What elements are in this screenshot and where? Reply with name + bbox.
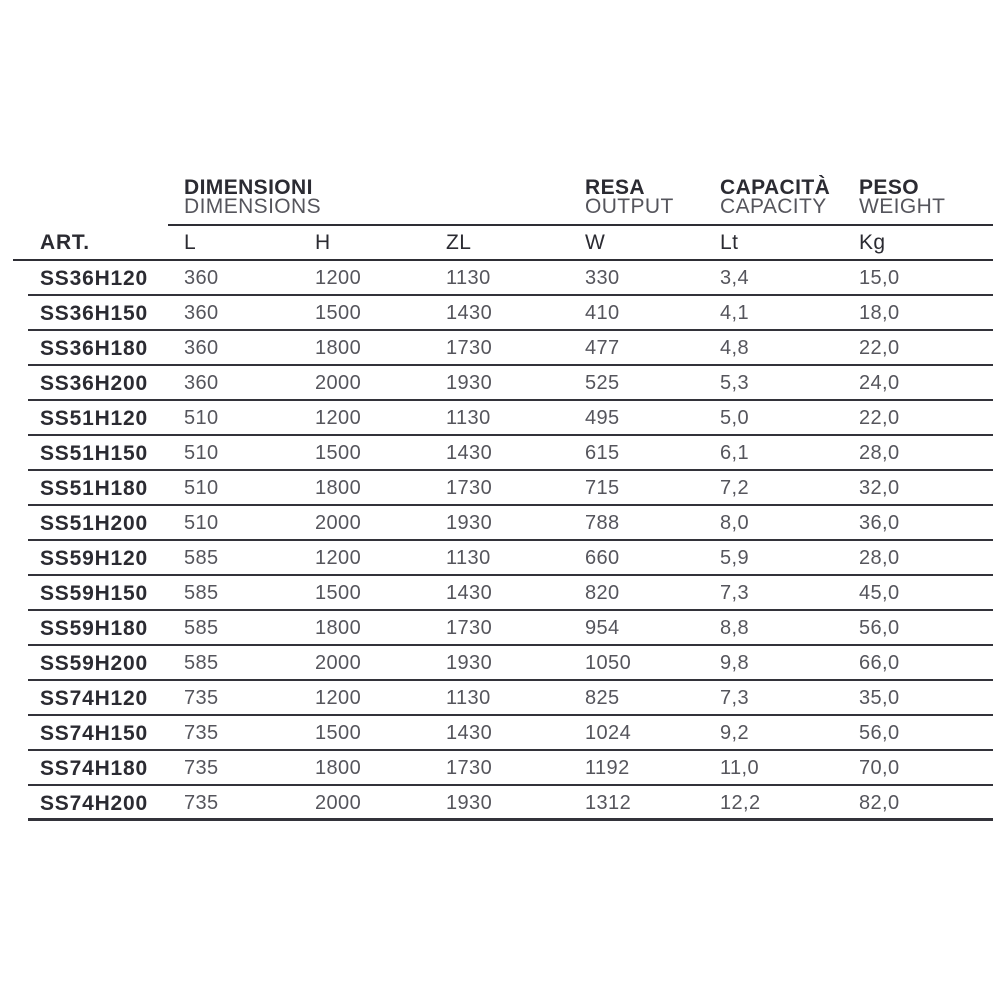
w-value-cell: 330	[585, 267, 620, 289]
kg-value-cell: 18,0	[859, 302, 900, 324]
l-value-cell: 585	[184, 582, 219, 604]
zl-value-cell: 1730	[446, 337, 493, 359]
group-subtitle-dimensions: DIMENSIONS	[184, 194, 322, 218]
h-value-cell: 1500	[315, 582, 362, 604]
kg-value-cell: 22,0	[859, 337, 900, 359]
h-value-cell: 2000	[315, 372, 362, 394]
table-row	[13, 366, 993, 401]
column-group-weight	[859, 176, 946, 218]
article-code-cell: SS36H200	[40, 371, 148, 395]
l-value-cell: 510	[184, 442, 219, 464]
l-value-cell: 735	[184, 722, 219, 744]
lt-value-cell: 7,2	[720, 477, 750, 499]
table-row	[13, 471, 993, 506]
w-value-cell: 825	[585, 687, 620, 709]
l-value-cell: 360	[184, 302, 219, 324]
w-value-cell: 954	[585, 617, 620, 639]
lt-value-cell: 9,2	[720, 722, 750, 744]
article-code-cell: SS74H180	[40, 756, 148, 780]
l-value-cell: 360	[184, 372, 219, 394]
w-value-cell: 1192	[585, 757, 630, 779]
lt-value-cell: 8,8	[720, 617, 750, 639]
w-value-cell: 788	[585, 512, 620, 534]
unit-header-l: L	[184, 230, 197, 254]
h-value-cell: 2000	[315, 512, 362, 534]
w-value-cell: 1024	[585, 722, 632, 744]
lt-value-cell: 9,8	[720, 652, 750, 674]
table-body	[13, 261, 993, 821]
table-row	[13, 716, 993, 751]
zl-value-cell: 1430	[446, 302, 493, 324]
w-value-cell: 820	[585, 582, 620, 604]
l-value-cell: 735	[184, 687, 219, 709]
unit-header-kg: Kg	[859, 230, 886, 254]
unit-header-w: W	[585, 230, 606, 254]
lt-value-cell: 7,3	[720, 582, 750, 604]
table-row	[13, 436, 993, 471]
kg-value-cell: 32,0	[859, 477, 900, 499]
group-header-underline	[168, 224, 993, 226]
h-value-cell: 1200	[315, 407, 362, 429]
zl-value-cell: 1130	[446, 407, 491, 429]
article-code-cell: SS36H120	[40, 266, 148, 290]
zl-value-cell: 1730	[446, 617, 493, 639]
kg-value-cell: 24,0	[859, 372, 900, 394]
group-subtitle-output: OUTPUT	[585, 194, 674, 218]
table-row	[13, 296, 993, 331]
l-value-cell: 585	[184, 617, 219, 639]
l-value-cell: 360	[184, 267, 219, 289]
column-group-output	[585, 176, 674, 218]
table-row	[13, 611, 993, 646]
table-row	[13, 786, 993, 821]
art-column-header: ART.	[40, 230, 90, 254]
article-code-cell: SS51H180	[40, 476, 148, 500]
l-value-cell: 735	[184, 757, 219, 779]
h-value-cell: 2000	[315, 652, 362, 674]
table-row	[13, 401, 993, 436]
w-value-cell: 1312	[585, 792, 632, 814]
kg-value-cell: 22,0	[859, 407, 900, 429]
h-value-cell: 1200	[315, 687, 362, 709]
group-subtitle-capacity: CAPACITY	[720, 194, 827, 218]
lt-value-cell: 5,0	[720, 407, 750, 429]
kg-value-cell: 15,0	[859, 267, 900, 289]
w-value-cell: 477	[585, 337, 620, 359]
l-value-cell: 360	[184, 337, 219, 359]
table-row	[13, 331, 993, 366]
h-value-cell: 1800	[315, 477, 362, 499]
zl-value-cell: 1130	[446, 547, 491, 569]
lt-value-cell: 11,0	[720, 757, 760, 779]
kg-value-cell: 35,0	[859, 687, 900, 709]
lt-value-cell: 12,2	[720, 792, 761, 814]
h-value-cell: 1200	[315, 267, 362, 289]
table-row	[13, 681, 993, 716]
w-value-cell: 410	[585, 302, 620, 324]
table-row	[13, 261, 993, 296]
w-value-cell: 715	[585, 477, 620, 499]
group-title-peso: PESO	[859, 176, 919, 199]
kg-value-cell: 28,0	[859, 547, 900, 569]
spec-table	[13, 178, 993, 821]
w-value-cell: 495	[585, 407, 620, 429]
w-value-cell: 615	[585, 442, 620, 464]
w-value-cell: 660	[585, 547, 620, 569]
article-code-cell: SS59H150	[40, 581, 148, 605]
h-value-cell: 1500	[315, 722, 362, 744]
column-group-header-row	[13, 178, 993, 226]
unit-header-h: H	[315, 230, 331, 254]
zl-value-cell: 1130	[446, 687, 491, 709]
zl-value-cell: 1130	[446, 267, 491, 289]
column-group-capacity	[720, 176, 831, 218]
kg-value-cell: 56,0	[859, 617, 900, 639]
h-value-cell: 1500	[315, 302, 362, 324]
h-value-cell: 1200	[315, 547, 362, 569]
article-code-cell: SS59H180	[40, 616, 148, 640]
zl-value-cell: 1730	[446, 477, 493, 499]
table-row	[13, 751, 993, 786]
h-value-cell: 1800	[315, 757, 362, 779]
kg-value-cell: 56,0	[859, 722, 900, 744]
kg-value-cell: 36,0	[859, 512, 900, 534]
h-value-cell: 1500	[315, 442, 362, 464]
lt-value-cell: 8,0	[720, 512, 750, 534]
zl-value-cell: 1930	[446, 512, 493, 534]
unit-header-zl: ZL	[446, 230, 472, 254]
group-title-capacita: CAPACITÀ	[720, 176, 831, 199]
article-code-cell: SS59H200	[40, 651, 148, 675]
lt-value-cell: 4,1	[720, 302, 750, 324]
zl-value-cell: 1930	[446, 372, 493, 394]
article-code-cell: SS51H200	[40, 511, 148, 535]
w-value-cell: 1050	[585, 652, 632, 674]
kg-value-cell: 28,0	[859, 442, 900, 464]
table-row	[13, 541, 993, 576]
article-code-cell: SS51H120	[40, 406, 148, 430]
article-code-cell: SS36H180	[40, 336, 148, 360]
group-title-dimensioni: DIMENSIONI	[184, 176, 313, 199]
h-value-cell: 1800	[315, 617, 362, 639]
zl-value-cell: 1930	[446, 652, 493, 674]
table-row	[13, 646, 993, 681]
l-value-cell: 510	[184, 477, 219, 499]
article-code-cell: SS51H150	[40, 441, 148, 465]
zl-value-cell: 1430	[446, 722, 493, 744]
kg-value-cell: 70,0	[859, 757, 900, 779]
lt-value-cell: 5,9	[720, 547, 750, 569]
l-value-cell: 510	[184, 512, 219, 534]
article-code-cell: SS59H120	[40, 546, 148, 570]
w-value-cell: 525	[585, 372, 620, 394]
kg-value-cell: 45,0	[859, 582, 900, 604]
group-subtitle-weight: WEIGHT	[859, 194, 946, 218]
l-value-cell: 510	[184, 407, 219, 429]
kg-value-cell: 66,0	[859, 652, 900, 674]
units-header-row	[13, 226, 993, 261]
lt-value-cell: 4,8	[720, 337, 750, 359]
kg-value-cell: 82,0	[859, 792, 900, 814]
table-row	[13, 576, 993, 611]
article-code-cell: SS74H150	[40, 721, 148, 745]
l-value-cell: 585	[184, 652, 219, 674]
h-value-cell: 2000	[315, 792, 362, 814]
article-code-cell: SS74H200	[40, 791, 148, 815]
table-row	[13, 506, 993, 541]
article-code-cell: SS74H120	[40, 686, 148, 710]
article-code-cell: SS36H150	[40, 301, 148, 325]
column-group-dimensions	[184, 176, 322, 218]
lt-value-cell: 7,3	[720, 687, 750, 709]
l-value-cell: 735	[184, 792, 219, 814]
lt-value-cell: 3,4	[720, 267, 750, 289]
zl-value-cell: 1430	[446, 582, 493, 604]
zl-value-cell: 1930	[446, 792, 493, 814]
lt-value-cell: 6,1	[720, 442, 750, 464]
h-value-cell: 1800	[315, 337, 362, 359]
zl-value-cell: 1730	[446, 757, 493, 779]
unit-header-lt: Lt	[720, 230, 739, 254]
group-title-resa: RESA	[585, 176, 645, 199]
l-value-cell: 585	[184, 547, 219, 569]
zl-value-cell: 1430	[446, 442, 493, 464]
lt-value-cell: 5,3	[720, 372, 750, 394]
